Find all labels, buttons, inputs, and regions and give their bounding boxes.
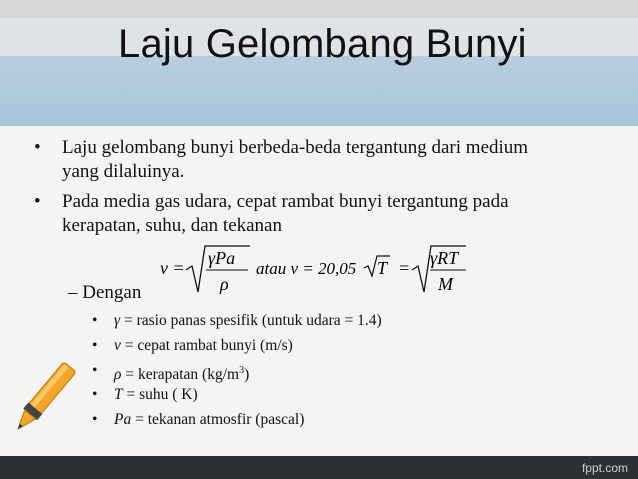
bullet-dot: • <box>34 191 41 212</box>
frac1-denominator: ρ <box>220 274 229 294</box>
def-symbol: v <box>114 337 121 354</box>
bullet-dot: • <box>92 362 98 379</box>
bullet-dot: • <box>92 312 98 329</box>
formula <box>150 240 620 300</box>
brand-label: fppt.com <box>581 461 628 475</box>
def-symbol: T <box>114 386 123 403</box>
formula-eq: = <box>398 258 411 278</box>
def-text: = cepat rambat bunyi (m/s) <box>120 337 293 354</box>
bullet-dot: • <box>92 386 98 403</box>
def-symbol: ρ <box>114 366 122 384</box>
def-superscript: 3 <box>239 365 245 376</box>
frac2-numerator: γRT <box>430 248 459 268</box>
bullet-dot: • <box>34 137 41 158</box>
sqrt-T: T <box>377 258 388 278</box>
sub-bullet-dengan: – Dengan <box>68 282 142 303</box>
top-band <box>0 0 638 18</box>
bullet-text <box>62 190 618 238</box>
footer-bar <box>0 456 638 479</box>
bullet-line: yang dilaluinya. <box>62 161 185 182</box>
slide-title: Laju Gelombang Bunyi <box>118 22 527 66</box>
bullet-dot: • <box>92 411 98 428</box>
bullet-dot: • <box>92 337 98 354</box>
def-tail: ) <box>244 366 250 384</box>
def-text: = kerapatan (kg/m <box>121 366 240 384</box>
def-text: = tekanan atmosfir (pascal) <box>131 411 305 428</box>
formula-mid: atau v = 20,05 <box>256 259 357 278</box>
bullet-line: kerapatan, suhu, dan tekanan <box>62 215 282 236</box>
frac1-numerator: γPa <box>208 248 236 268</box>
frac2-denominator: M <box>438 274 453 294</box>
highlighter-marker-icon <box>6 360 76 440</box>
bullet-line: Laju gelombang bunyi berbeda-beda tergantung dari medium <box>62 137 529 158</box>
def-symbol: γ <box>114 312 121 329</box>
bullet-text <box>62 136 618 184</box>
def-text: = rasio panas spesifik (untuk udara = 1.4) <box>120 312 382 329</box>
def-text: = suhu ( K) <box>122 386 198 403</box>
formula-lhs: v = <box>160 258 185 278</box>
bullet-line: Pada media gas udara, cepat rambat bunyi tergantung pada <box>62 191 509 212</box>
def-symbol: Pa <box>114 411 132 428</box>
